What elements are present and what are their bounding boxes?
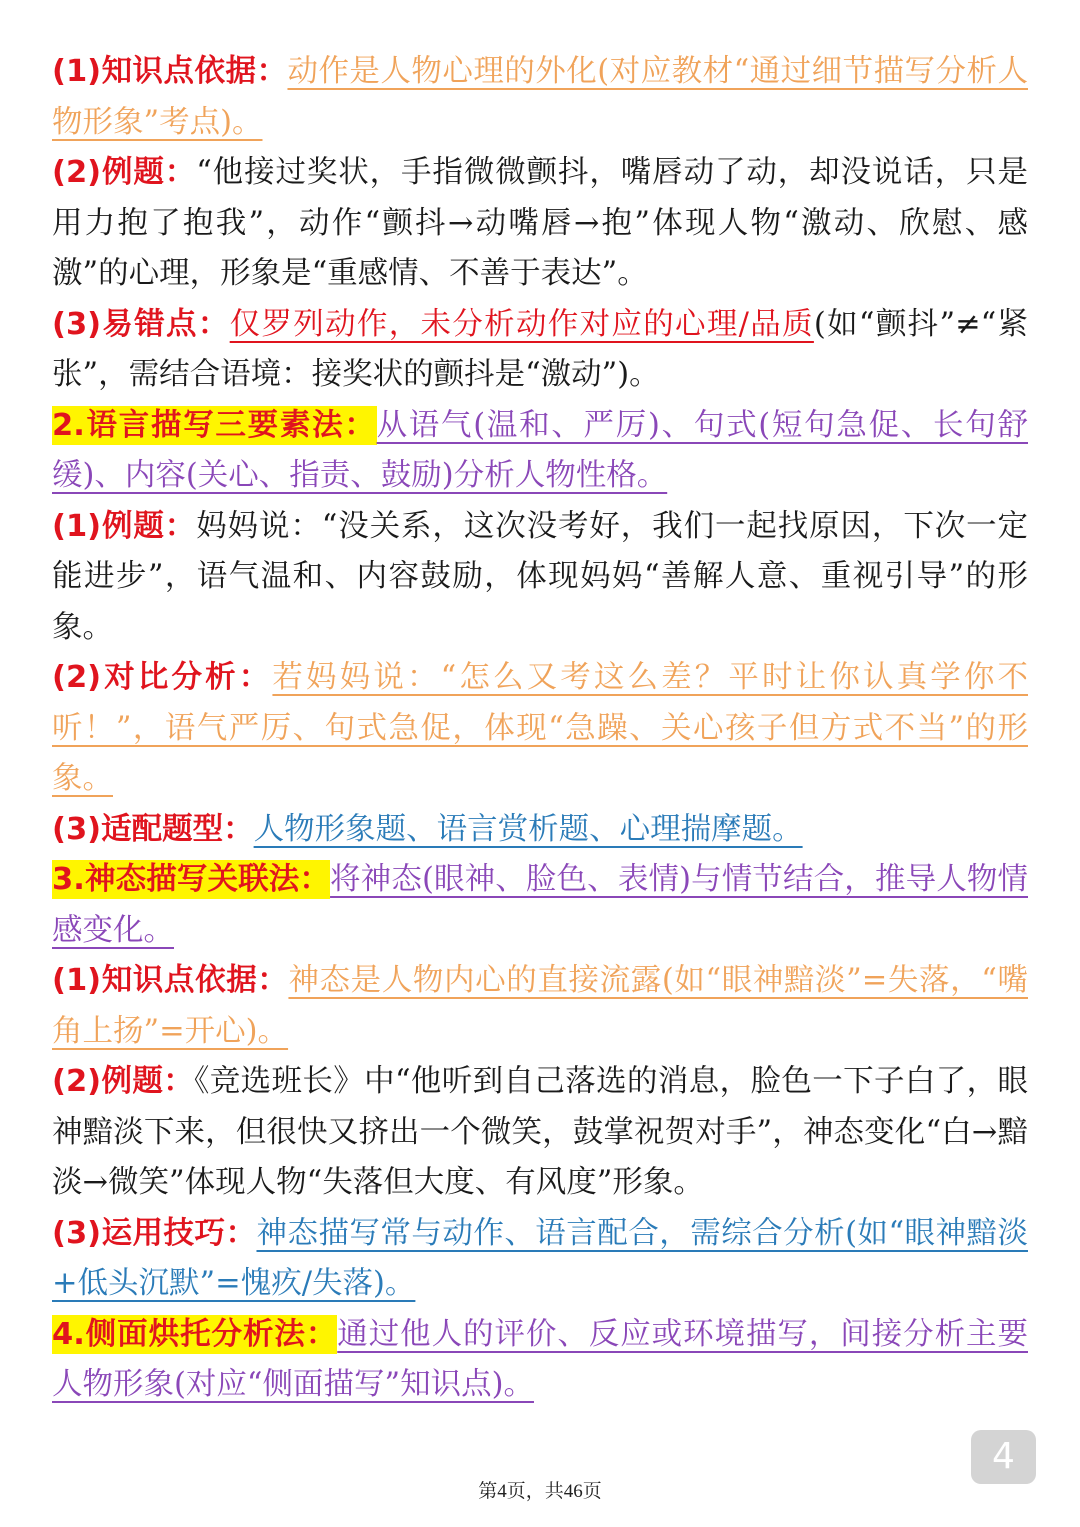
- page-footer: 第4页，共46页: [478, 1481, 602, 1502]
- question-types-paragraph: [52, 805, 1028, 856]
- paragraph-label: (1)知识点依据：: [52, 54, 288, 89]
- knowledge-basis-paragraph: [52, 956, 1028, 1057]
- paragraph-text: 神态描写常与动作、语言配合，需综合分析(如“眼神黯淡+低头沉默”=愧疚/失落)。: [52, 1215, 1028, 1301]
- section-heading-label: 3.神态描写关联法：: [52, 862, 331, 897]
- example-paragraph: [52, 502, 1028, 654]
- paragraph-label: (3)适配题型：: [52, 811, 254, 847]
- example-paragraph: [52, 1057, 1028, 1209]
- common-mistake-paragraph: [52, 300, 1028, 401]
- example-paragraph: [52, 148, 1028, 300]
- paragraph-label: (3)易错点：: [52, 306, 230, 342]
- section-heading-text: 将神态(眼神、脸色、表情)与情节结合，推导人物情感变化。: [52, 862, 1028, 948]
- paragraph-label: (2)例题：: [52, 155, 197, 190]
- page-number-badge: 4: [971, 1430, 1036, 1484]
- section-heading-label: 4.侧面烘托分析法：: [52, 1316, 338, 1352]
- paragraph-text: 若妈妈说：“怎么又考这么差？平时让你认真学你不听！”，语气严厉、句式急促，体现“急躁、关心孩子但方式不当”的形象。: [52, 660, 1028, 796]
- paragraph-text: 神态是人物内心的直接流露(如“眼神黯淡”=失落，“嘴角上扬”=开心)。: [52, 963, 1028, 1049]
- section-heading-text: 通过他人的评价、反应或环境描写，间接分析主要人物形象(对应“侧面描写”知识点)。: [52, 1316, 1028, 1402]
- section-heading-expression: [52, 855, 1028, 956]
- knowledge-basis-paragraph: [52, 47, 1028, 148]
- technique-paragraph: [52, 1209, 1028, 1310]
- paragraph-text: “他接过奖状，手指微微颤抖，嘴唇动了动，却没说话，只是用力抱了抱我”，动作“颤抖→动嘴唇→抱”体现人物“激动、欣慰、感激”的心理，形象是“重感情、不善于表达”。: [52, 155, 1029, 291]
- section-heading-label: 2.语言描写三要素法：: [52, 407, 377, 443]
- paragraph-text: (如“颤抖”≠“紧张”，需结合语境：接奖状的颤抖是“激动”)。: [52, 306, 1028, 392]
- paragraph-label: (2)对比分析：: [52, 660, 273, 695]
- paragraph-label: (2)例题：: [52, 1064, 195, 1099]
- paragraph-label: (1)知识点依据：: [52, 963, 289, 998]
- paragraph-label: (3)运用技巧：: [52, 1215, 257, 1251]
- section-heading-side: [52, 1310, 1028, 1411]
- section-heading-language: [52, 401, 1028, 502]
- paragraph-label: (1)例题：: [52, 508, 197, 544]
- paragraph-text: 动作是人物心理的外化(对应教材“通过细节描写分析人物形象”考点)。: [52, 54, 1028, 140]
- paragraph-text: 妈妈说：“没关系，这次没考好，我们一起找原因，下次一定能进步”，语气温和、内容鼓励，体现妈妈“善解人意、重视引导”的形象。: [52, 508, 1029, 645]
- comparison-paragraph: [52, 653, 1028, 805]
- paragraph-text: 人物形象题、语言赏析题、心理揣摩题。: [253, 811, 803, 847]
- document-body: [52, 47, 1028, 1411]
- mistake-underlined-text: 仅罗列动作，未分析动作对应的心理/品质: [229, 306, 814, 342]
- paragraph-text: 《竞选班长》中“他听到自己落选的消息，脸色一下子白了，眼神黯淡下来，但很快又挤出一个微笑，鼓掌祝贺对手”，神态变化“白→黯淡→微笑”体现人物“失落但大度、有风度”形象。: [52, 1064, 1028, 1200]
- section-heading-text: 从语气(温和、严厉)、句式(短句急促、长句舒缓)、内容(关心、指责、鼓励)分析人物性格。: [52, 407, 1028, 493]
